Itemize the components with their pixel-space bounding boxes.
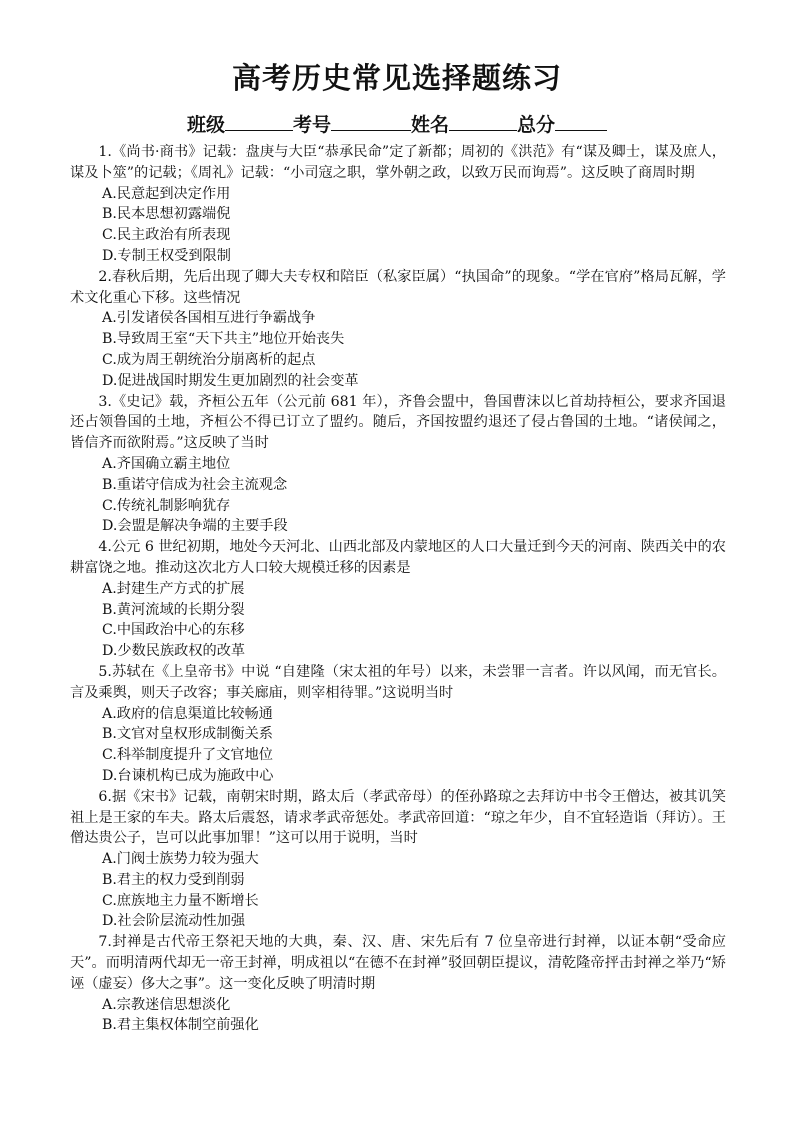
question-stem: 2.春秋后期，先后出现了卿大夫专权和陪臣（私家臣属）“执国命”的现象。“学在官府”格局瓦解，学术文化重心下移。这些情况 bbox=[70, 268, 726, 306]
option-a: A.引发诸侯各国相互进行争霸战争 bbox=[102, 310, 316, 327]
question-list bbox=[70, 142, 726, 1036]
option-c: C.成为周王朝统治分崩离析的起点 bbox=[102, 351, 316, 368]
option-b: B.民本思想初露端倪 bbox=[102, 206, 231, 223]
question-1 bbox=[70, 142, 726, 267]
question-stem: 4.公元 6 世纪初期，地处今天河北、山西北部及内蒙地区的人口大量迁到今天的河南、陕西关中的农耕富饶之地。推动这次北方人口较大规模迁移的因素是 bbox=[70, 539, 726, 576]
option-d: D.少数民族政权的改革 bbox=[102, 643, 246, 660]
option-d: D.台谏机构已成为施政中心 bbox=[102, 767, 274, 784]
option-b: B.文官对皇权形成制衡关系 bbox=[102, 726, 273, 743]
question-2 bbox=[70, 267, 726, 392]
student-info-line bbox=[0, 110, 794, 139]
exam-no-label: 考号 bbox=[292, 114, 331, 136]
option-b: B.重诺守信成为社会主流观念 bbox=[102, 476, 288, 493]
score-blank bbox=[555, 110, 607, 131]
name-label: 姓名 bbox=[411, 114, 450, 136]
option-c: C.中国政治中心的东移 bbox=[102, 622, 245, 639]
option-a: A.民意起到决定作用 bbox=[102, 185, 231, 202]
option-a: A.封建生产方式的扩展 bbox=[102, 580, 245, 597]
score-label: 总分 bbox=[517, 114, 556, 136]
option-c: C.传统礼制影响犹存 bbox=[102, 497, 231, 514]
option-a: A.政府的信息渠道比较畅通 bbox=[102, 705, 273, 722]
option-b: B.君主集权体制空前强化 bbox=[102, 1017, 259, 1034]
option-b: B.黄河流域的长期分裂 bbox=[102, 601, 245, 618]
question-stem: 6.据《宋书》记载，南朝宋时期，路太后（孝武帝母）的侄孙路琼之去拜访中书令王僧达，被其讥笑祖上是王家的车夫。路太后震怒，请求孝武帝惩处。孝武帝回道：“琼之年少，自不宜轻造诣（拜访）。王僧达贵公子，岂可以此事加罪！”这可以用于说明，当时 bbox=[70, 788, 726, 847]
question-5 bbox=[70, 662, 726, 787]
question-stem: 5.苏轼在《上皇帝书》中说 “自建隆（宋太祖的年号）以来，未尝罪一言者。许以风闻，而无官长。言及乘舆，则天子改容；事关廊庙，则宰相待罪。”这说明当时 bbox=[70, 663, 726, 701]
question-stem: 3.《史记》载，齐桓公五年（公元前 681 年），齐鲁会盟中，鲁国曹沫以匕首劫持桓公，要求齐国退还占领鲁国的土地，齐桓公不得已订立了盟约。随后，齐国按盟约退还了侵占鲁国的土地。“诸侯闻之，皆信齐而欲附焉。”这反映了当时 bbox=[70, 393, 726, 452]
option-d: D.专制王权受到限制 bbox=[102, 247, 231, 264]
page-title: 高考历史常见选择题练习 bbox=[231, 61, 562, 95]
question-7 bbox=[70, 932, 726, 1036]
option-d: D.社会阶层流动性加强 bbox=[102, 913, 246, 930]
class-blank bbox=[225, 110, 293, 131]
question-4 bbox=[70, 537, 726, 662]
question-stem: 7.封禅是古代帝王祭祀天地的大典，秦、汉、唐、宋先后有 7 位皇帝进行封禅，以证本朝“受命应天”。而明清两代却无一帝王封禅，明成祖以“在德不在封禅”驳回朝臣提议，清乾隆帝抨击封禅之举乃“矫诬（虚妄）侈大之事”。这一变化反映了明清时期 bbox=[70, 934, 726, 992]
option-c: C.科举制度提升了文官地位 bbox=[102, 747, 273, 764]
name-blank bbox=[449, 110, 517, 131]
class-label: 班级 bbox=[186, 114, 225, 136]
option-b: B.导致周王室“天下共主”地位开始丧失 bbox=[102, 331, 345, 348]
option-d: D.促进战国时期发生更加剧烈的社会变革 bbox=[102, 372, 359, 389]
option-c: C.民主政治有所表现 bbox=[102, 227, 231, 244]
option-a: A.宗教迷信思想淡化 bbox=[102, 996, 231, 1013]
option-a: A.齐国确立霸主地位 bbox=[102, 455, 231, 472]
option-d: D.会盟是解决争端的主要手段 bbox=[102, 518, 288, 535]
question-stem: 1.《尚书·商书》记载：盘庚与大臣“恭承民命”定了新都；周初的《洪范》有“谋及卿士，谋及庶人，谋及卜筮”的记载；《周礼》记载：“小司寇之职，掌外朝之政，以致万民而询焉”。这反映了商周时期 bbox=[70, 144, 726, 181]
option-b: B.君主的权力受到削弱 bbox=[102, 871, 245, 888]
question-6 bbox=[70, 787, 726, 933]
question-3 bbox=[70, 392, 726, 538]
exam-no-blank bbox=[331, 110, 411, 131]
option-c: C.庶族地主力量不断增长 bbox=[102, 892, 259, 909]
option-a: A.门阀士族势力较为强大 bbox=[102, 851, 259, 868]
